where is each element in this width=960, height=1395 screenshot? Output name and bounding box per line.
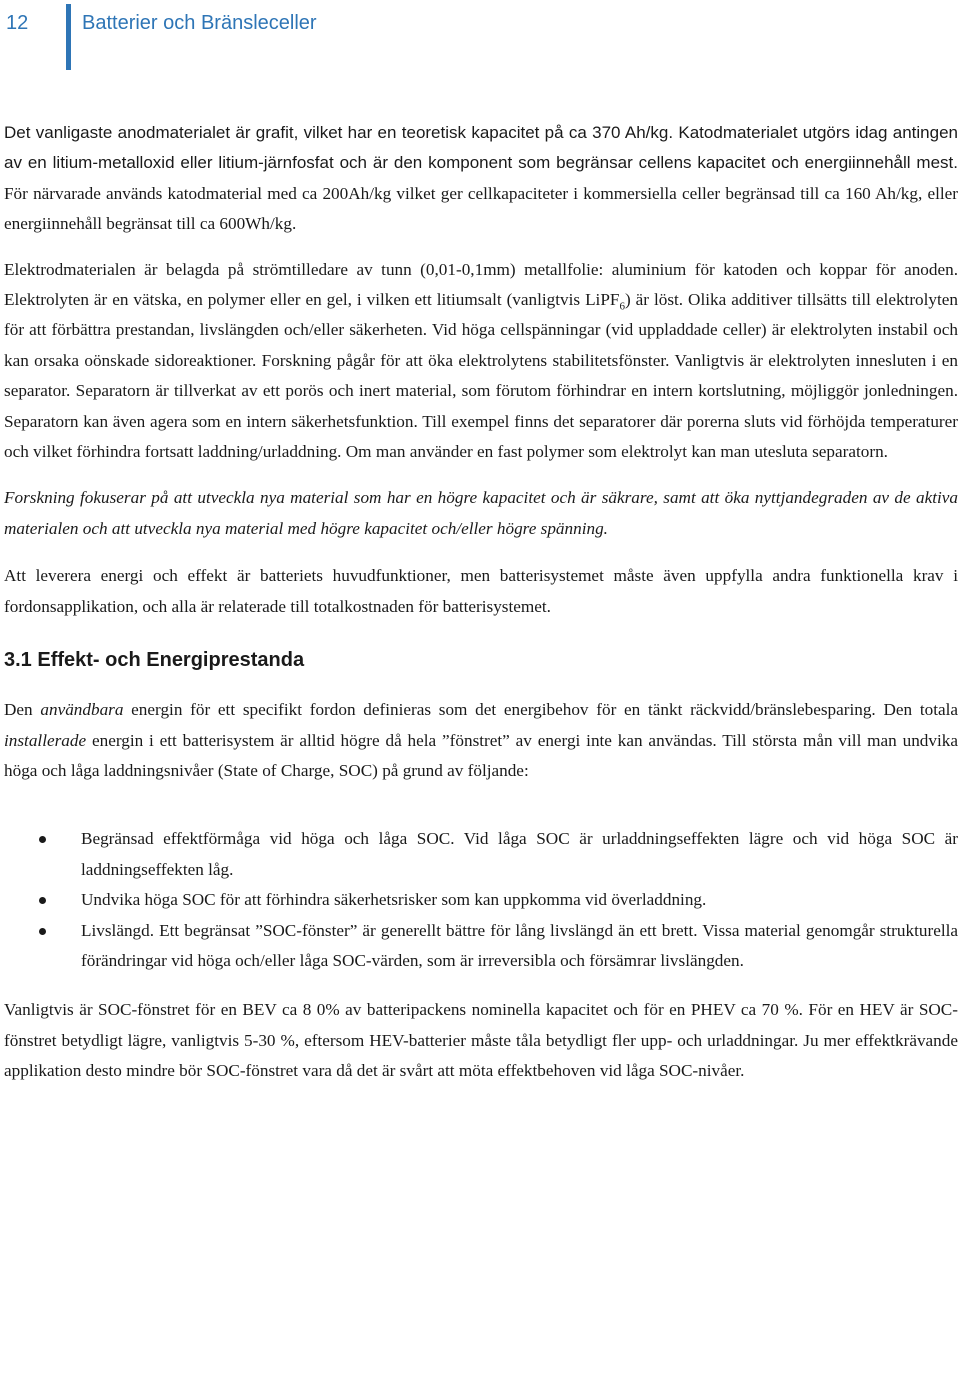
list-item: Begränsad effektförmåga vid höga och låga SOC. Vid låga SOC är urladdningseffekten lägre och vid höga SOC är laddningseffekten låg. (4, 824, 958, 885)
paragraph-anode-cathode: Det vanligaste anodmaterialet är grafit, vilket har en teoretisk kapacitet på ca 370 Ah/kg. Katodmaterialet utgörs idag antingen av en litium-metalloxid eller litium-järnfosfat och är den komponent som begränsar cellens kapacitet och energiinnehåll mest. För närvarade används katodmaterial med ca 200Ah/kg vilket ger cellkapaciteter i kommersiella celler begränsad till ca 160 Ah/kg, eller energiinnehåll begränsat till ca 600Wh/kg. (4, 123, 958, 234)
header-divider (66, 4, 71, 70)
list-item: Undvika höga SOC för att förhindra säkerhetsrisker som kan uppkomma vid överladdning. (4, 885, 958, 915)
page-header (0, 0, 960, 72)
page-number: 12 (6, 12, 29, 34)
bullet-icon (39, 897, 46, 904)
paragraph-research-focus: Forskning fokuserar på att utveckla nya material som har en högre kapacitet och är säkrare, samt att öka nyttjandegraden av de aktiva materialen och att utveckla nya material med högre kapacitet och/eller högre spänning. (4, 488, 958, 538)
paragraph-usable-energy: Den användbara energin för ett specifikt fordon definieras som det energibehov för en tänkt räckvidd/bränslebesparing. Den totala installerade energin i ett batterisystem är alltid högre då hela ”fönstret” av energi inte kan användas. Till största mån vill man undvika höga och låga laddningsnivåer (State of Charge, SOC) på grund av följande: (4, 700, 959, 780)
bullet-icon (39, 928, 46, 935)
soc-reasons-list (4, 824, 958, 976)
paragraph-main-functions: Att leverera energi och effekt är batteriets huvudfunktioner, men batterisystemet måste även uppfylla andra funktionella krav i fordonsapplikation, och alla är relaterade till totalkostnaden för batterisystemet. (4, 566, 958, 616)
list-item: Livslängd. Ett begränsat ”SOC-fönster” är generellt bättre för lång livslängd än ett brett. Vissa material genomgår strukturella förändringar vid höga och/eller låga SOC-värden, som är irreversibla och försämrar livslängden. (4, 916, 958, 977)
paragraph-soc-window: Vanligtvis är SOC-fönstret för en BEV ca 8 0% av batteripackens nominella kapacitet och för en PHEV ca 70 %. För en HEV är SOC-fönstret betydligt lägre, vanligtvis 5-30 %, eftersom HEV-batterier måste tåla betydligt fler upp- och urladdningar. Ju mer effektkrävande applikation desto mindre bör SOC-fönstret vara då det är svårt att möta effektbehoven vid låga SOC-nivåer. (4, 1000, 958, 1081)
document-body (4, 118, 958, 1087)
section-heading: 3.1 Effekt- och Energiprestanda (4, 649, 305, 672)
paragraph-electrolyte-separator: Elektrodmaterialen är belagda på strömtilledare av tunn (0,01-0,1mm) metallfolie: aluminium för katoden och koppar för anoden. Elektrolyten är en vätska, en polymer eller en gel, i vilken ett litiumsalt (vanligtvis LiPF$_6$) är löst. Olika additiver tillsätts till elektrolyten för att förbättra prestandan, livslängden och/eller säkerheten. Vid höga cellspänningar (vid uppladdade celler) är elektrolyten instabil och kan orsaka oönskade sidoreaktioner. Forskning pågår för att öka elektrolytens stabilitetsfönster. Vanligtvis är elektrolyten innesluten i en separator. Separatorn är tillverkat av ett porös och inert material, som förutom förhindrar en intern kortslutning, möjliggör jonledningen. Separatorn kan även agera som en intern säkerhetsfunktion. Till exempel finns det separatorer där porerna sluts vid förhöjda temperaturer och vilket förhindra fortsatt laddning/urladdning. Om man använder en fast polymer som elektrolyt kan man utesluta separatorn. (4, 259, 958, 462)
bullet-icon (39, 836, 46, 843)
running-title: Batterier och Bränsleceller (82, 12, 317, 34)
